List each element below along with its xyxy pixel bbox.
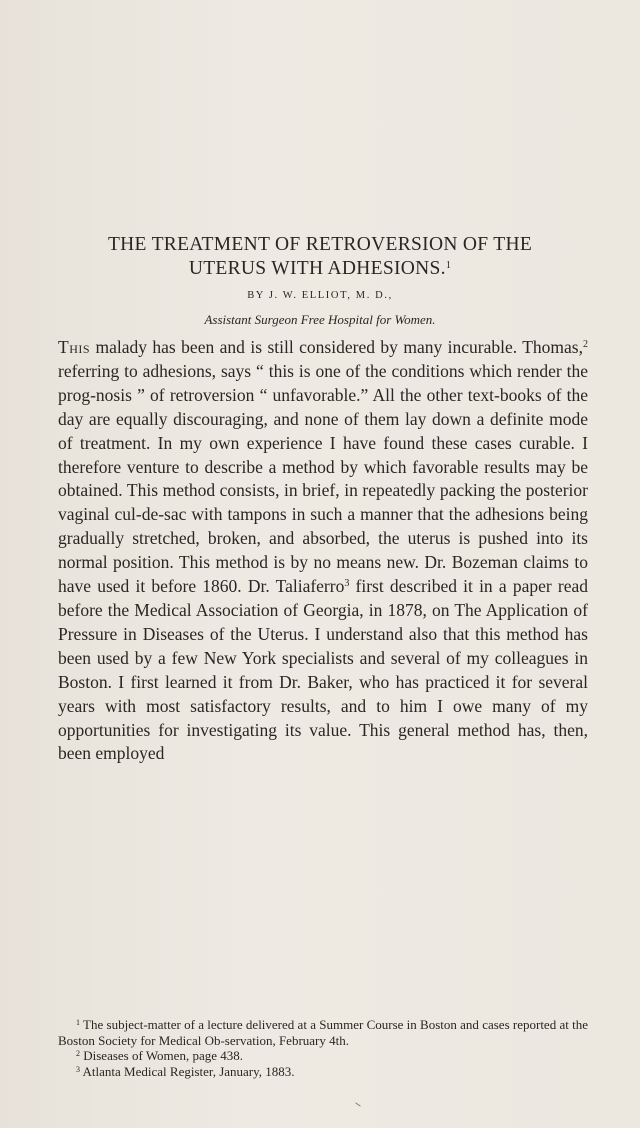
footnote-3 [58,1064,588,1080]
footnote-text: Diseases of Women, page 438. [83,1048,243,1064]
lead-word: This [58,337,91,357]
footnote-mark: 1 [76,1018,80,1027]
footnote-1 [58,1017,588,1048]
title-line-1: THE TREATMENT OF RETROVERSION OF THE [107,234,533,255]
author-affiliation: Assistant Surgeon Free Hospital for Women. [204,312,436,327]
footnote-mark: 2 [76,1049,80,1059]
footnote-text: The subject-matter of a lecture delivered at a Summer Course in Boston and cases reported at the Boston Society for Medical Ob-servation, February 4th. [58,1017,589,1048]
title-footnote-ref: 1 [445,260,452,271]
footnote-ref-3: 3 [344,578,350,590]
title-line-2 [40,257,600,281]
footnote-text: Atlanta Medical Register, January, 1883. [82,1063,295,1079]
footnote-ref-2: 2 [583,339,588,350]
paragraph [58,336,588,766]
footnote-2 [58,1048,588,1064]
text-segment-3: first described it in a paper read before the Medical Association of Georgia, in 1878, on The Application of Pressure in Diseases of the Uterus. I understand also that this method has been used by a few New York specialists and several of my colleagues in Boston. I first learned it from Dr. Baker, who has practiced it for several years with most satisfactory results, and to him I owe many of my opportunities for investigating its value. This general method has, then, been employed [58,576,589,764]
text-segment-1: malady has been and is still considered by many incurable. Thomas, [90,337,583,357]
byline: BY J. W. ELLIOT, M. D., [247,290,393,301]
stray-mark [355,1102,360,1106]
title-line-2-text: UTERUS WITH ADHESIONS. [188,258,446,279]
article-title [40,233,600,281]
footnotes [58,1017,588,1079]
body-text [58,336,588,766]
text-segment-2: referring to adhesions, says “ this is one of the conditions which render the prog-nosis ” of retroversion “ unfavorable.” All the other text-books of the day are equally discouraging, and none of them lay down a definite mode of treatment. In my own experience I have found these cases curable. I therefore venture to describe a method by which favorable results may be obtained. This method consists, in brief, in repeatedly packing the posterior vaginal cul-de-sac with tampons in such a manner that the adhesions being gradually stretched, broken, and absorbed, the uterus is pushed into its normal position. This method is by no means new. Dr. Bozeman claims to have used it before 1860. Dr. Taliaferro [58,360,588,597]
footnote-mark: 3 [76,1064,80,1074]
